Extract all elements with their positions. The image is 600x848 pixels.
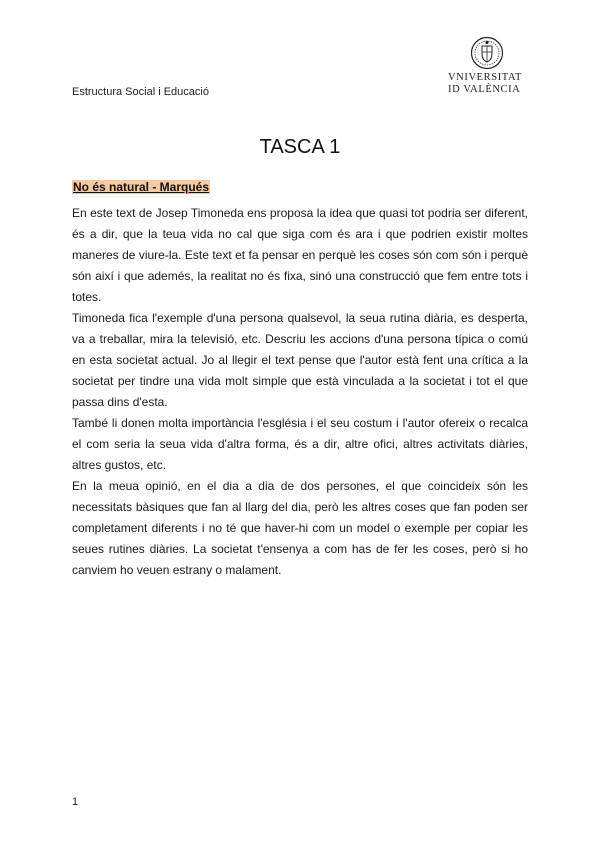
logo-text-line-2: ID VALÈNCIA bbox=[448, 84, 521, 95]
university-logo bbox=[446, 36, 528, 100]
page-title: TASCA 1 bbox=[259, 136, 341, 158]
page-number: 1 bbox=[72, 796, 79, 808]
body-text bbox=[72, 203, 528, 581]
logo-text-line-1: VNIVERSITAT bbox=[448, 72, 523, 83]
university-seal-icon bbox=[470, 36, 504, 70]
course-name: Estructura Social i Educació bbox=[72, 86, 209, 98]
paragraph-1: En este text de Josep Timoneda ens proposa la idea que quasi tot podria ser diferent, és a dir, que la teua vida no cal que siga com és ara i que podrien existir moltes maneres de viure-la. Este text et fa pensar en perquè les coses són com són i perquè són així i que ademés, la realitat no és fixa, sinó una construcció que fem entre tots i totes. bbox=[72, 206, 528, 304]
paragraph-4: En la meua opinió, en el dia a dia de dos persones, el que coincideix són les necessitats bàsiques que fan al llarg del dia, però les altres coses que fan poden ser completament diferents i no té que haver-hi com un model o exemple per copiar les seues rutines diàries. La societat t'ensenya a com has de fer les coses, però si ho canviem ho veuen estrany o malament. bbox=[72, 479, 528, 577]
paragraph-2: Timoneda fica l'exemple d'una persona qualsevol, la seua rutina diària, es desperta, va a treballar, mira la televisió, etc. Descriu les accions d'una persona típica o comú en esta societat actual. Jo al llegir el text pense que l'autor està fent una crítica a la societat per tindre una vida molt simple que està vinculada a la societat i tot el que passa dins d'esta. bbox=[72, 311, 528, 409]
paragraph-3: També li donen molta importància l'església i el seu costum i l'autor ofereix o recalca el com seria la seua vida d'altra forma, és a dir, altre ofici, altres activitats diàries, altres gustos, etc. bbox=[72, 416, 528, 472]
section-heading: No és natural - Marqués bbox=[73, 180, 210, 194]
